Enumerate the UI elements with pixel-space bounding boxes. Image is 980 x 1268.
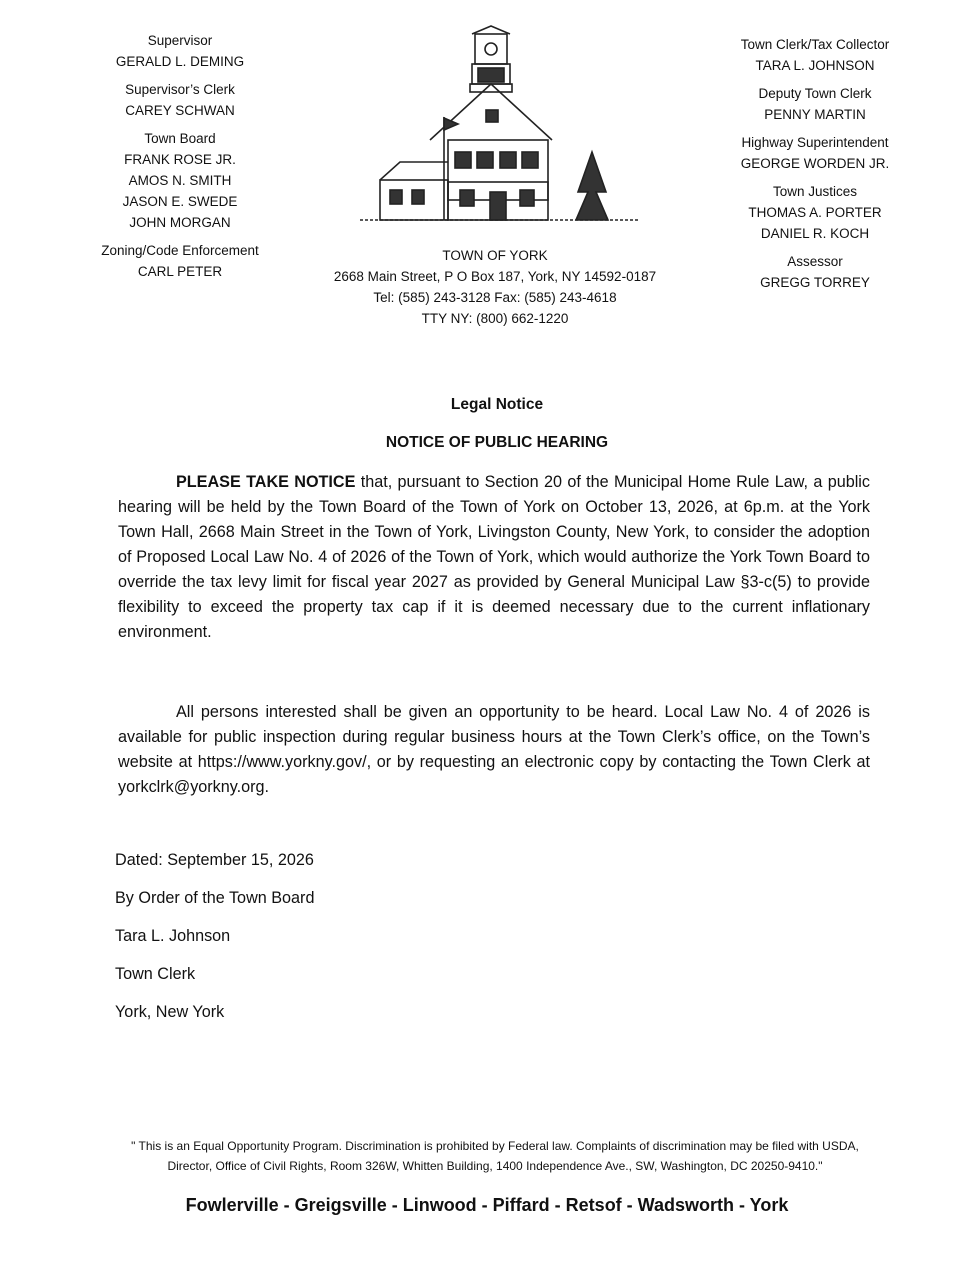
supervisor-clerk-title: Supervisor’s Clerk	[125, 82, 235, 97]
board-member: JOHN MORGAN	[129, 215, 231, 230]
highway-name: GEORGE WORDEN JR.	[740, 156, 890, 171]
legal-notice-heading: Legal Notice	[450, 396, 544, 413]
justices-block	[700, 181, 930, 244]
town-board-block	[60, 128, 300, 233]
deputy-clerk-title: Deputy Town Clerk	[758, 86, 872, 101]
equal-opportunity-statement	[80, 1136, 910, 1176]
equal-opportunity-line-2: Director, Office of Civil Rights, Room 326W, Whitten Building, 1400 Independence Ave., SW, Washington, DC 20250-9410."	[167, 1159, 823, 1173]
dated-line: Dated: September 15, 2026	[115, 851, 314, 869]
letterhead-left-column	[60, 30, 300, 289]
supervisor-clerk-block	[60, 79, 300, 121]
public-hearing-heading: NOTICE OF PUBLIC HEARING	[385, 434, 609, 451]
town-board-title: Town Board	[144, 131, 216, 146]
board-member: FRANK ROSE JR.	[124, 152, 236, 167]
notice-paragraph-1	[118, 470, 870, 645]
highway-title: Highway Superintendent	[741, 135, 889, 150]
signer-location: York, New York	[115, 1003, 225, 1021]
town-name: TOWN OF YORK	[442, 248, 548, 263]
letterhead-right-column	[700, 34, 930, 300]
supervisor-name: GERALD L. DEMING	[115, 54, 245, 69]
order-line: By Order of the Town Board	[115, 889, 315, 907]
deputy-clerk-block	[700, 83, 930, 125]
assessor-block	[700, 251, 930, 293]
supervisor-block	[60, 30, 300, 72]
equal-opportunity-line-1: " This is an Equal Opportunity Program. Discrimination is prohibited by Federal law. Complaints of discrimination may be filed with USDA,	[131, 1139, 859, 1153]
town-hall-illustration	[360, 22, 650, 232]
zoning-name: CARL PETER	[137, 264, 223, 279]
justice-name: THOMAS A. PORTER	[748, 205, 882, 220]
zoning-title: Zoning/Code Enforcement	[101, 243, 259, 258]
inspection-text: All persons interested shall be given an opportunity to be heard. Local Law No. 4 of 2026 is available for public inspection during regular business hours at the Town Clerk’s office, on the Town’s website at https://www.yorkny.gov/, or by requesting an electronic copy by contacting the Town Clerk at yorkclrk@yorkny.org.	[118, 703, 870, 796]
signer-name: Tara L. Johnson	[115, 927, 231, 945]
justice-name: DANIEL R. KOCH	[760, 226, 870, 241]
signature-block	[115, 848, 314, 1038]
town-clerk-name: TARA L. JOHNSON	[755, 58, 875, 73]
town-contact-info	[300, 245, 690, 329]
notice-lead: PLEASE TAKE NOTICE	[176, 473, 356, 491]
supervisor-clerk-name: CAREY SCHWAN	[125, 103, 235, 118]
highway-block	[700, 132, 930, 174]
board-member: AMOS N. SMITH	[128, 173, 232, 188]
notice-paragraph-2	[118, 700, 870, 800]
board-member: JASON E. SWEDE	[122, 194, 238, 209]
justices-title: Town Justices	[772, 184, 858, 199]
town-clerk-block	[700, 34, 930, 76]
town-phone-fax: Tel: (585) 243-3128 Fax: (585) 243-4618	[373, 290, 617, 305]
supervisor-title: Supervisor	[147, 33, 213, 48]
town-address: 2668 Main Street, P O Box 187, York, NY 14592-0187	[333, 269, 657, 284]
notice-body: that, pursuant to Section 20 of the Municipal Home Rule Law, a public hearing will be held by the Town Board of the Town of York on October 13, 2026, at 6p.m. at the York Town Hall, 2668 Main Street in the Town of York, Livingston County, New York, to consider the adoption of Proposed Local Law No. 4 of 2026 of the Town of York, which would authorize the York Town Board to override the tax levy limit for fiscal year 2027 as provided by General Municipal Law §3-c(5) to provide flexibility to exceed the property tax cap if it is deemed necessary due to the current inflationary environment.	[118, 473, 870, 641]
zoning-block	[60, 240, 300, 282]
town-tty: TTY NY: (800) 662-1220	[421, 311, 569, 326]
assessor-title: Assessor	[787, 254, 843, 269]
hamlet-list: Fowlerville - Greigsville - Linwood - Piffard - Retsof - Wadsworth - York	[185, 1195, 789, 1215]
deputy-clerk-name: PENNY MARTIN	[764, 107, 866, 122]
town-clerk-title: Town Clerk/Tax Collector	[740, 37, 890, 52]
signer-title: Town Clerk	[115, 965, 196, 983]
assessor-name: GREGG TORREY	[760, 275, 870, 290]
